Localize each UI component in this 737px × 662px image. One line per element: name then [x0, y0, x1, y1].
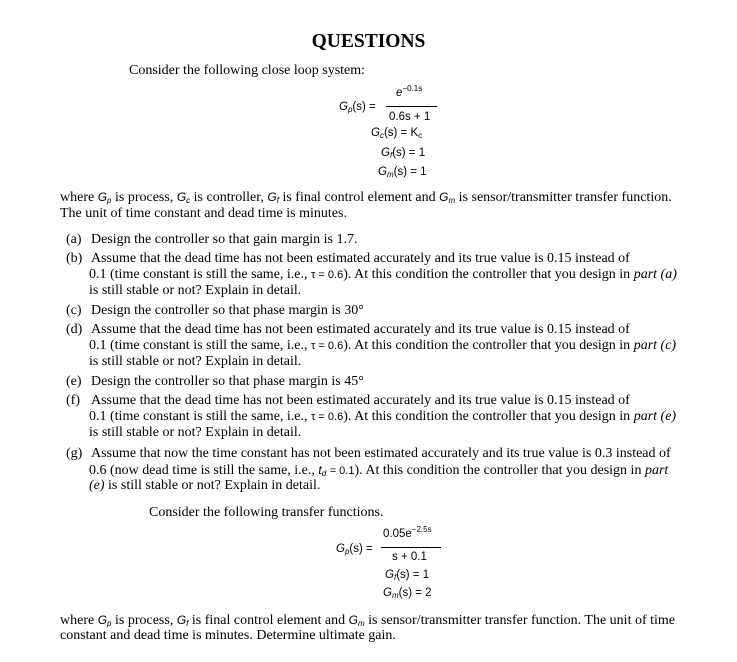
gm-equation: $G_m(s) = 1$: [378, 166, 427, 179]
part2-where-line1: where $G_p$ is process, $G_f$ is final control element and $G_m$ is sensor/transmitter transfer function. The unit of time: [60, 613, 676, 628]
part1-where-line2: The unit of time constant and dead time is minutes.: [60, 206, 347, 221]
part2-gm-equation: $G_m(s) = 2$: [383, 587, 432, 600]
question-label: (e): [66, 374, 82, 389]
part2-gp-numerator: $0.05e^{-2.5s}$: [383, 525, 432, 540]
question-text-line: Assume that the dead time has not been estimated accurately and its true value is 0.15 instead of: [91, 393, 630, 408]
gp-numerator: $e^{-0.1s}$: [396, 84, 423, 99]
part2-intro: Consider the following transfer functions.: [149, 505, 384, 520]
question-text-line: is still stable or not? Explain in detail.: [89, 425, 302, 440]
question-text-line: Assume that the dead time has not been estimated accurately and its true value is 0.15 instead of: [91, 322, 630, 337]
part2-where-line2: constant and dead time is minutes. Determine ultimate gain.: [60, 628, 396, 643]
question-text-line: Design the controller so that phase margin is 45°: [91, 374, 364, 389]
question-text-line: 0.1 (time constant is still the same, i.e., τ = 0.6). At this condition the controller that you design in part (a): [89, 267, 677, 282]
question-text-line: 0.1 (time constant is still the same, i.e., τ = 0.6). At this condition the controller that you design in part (c): [89, 338, 677, 353]
part2-gp-denominator: s + 0.1: [392, 551, 427, 563]
question-text-line: Assume that now the time constant has not been estimated accurately and its true value is 0.3 instead of: [91, 446, 671, 461]
question-text-line: Design the controller so that gain margin is 1.7.: [91, 232, 358, 247]
question-text-line: is still stable or not? Explain in detail.: [89, 354, 302, 369]
gp-equation-lhs: $G_p(s)$ =: [339, 101, 376, 114]
gc-equation: $G_c(s) = K_c$: [371, 127, 423, 140]
part2-gf-equation: $G_f(s) = 1$: [385, 569, 430, 582]
question-label: (d): [66, 322, 83, 337]
gf-equation: $G_f(s) = 1$: [381, 147, 426, 160]
gp-denominator: 0.6s + 1: [389, 111, 431, 123]
part2-gp-lhs: $G_p(s)$ =: [336, 543, 373, 556]
question-label: (f): [66, 393, 80, 408]
page-title: QUESTIONS: [311, 31, 426, 52]
question-text-line: Design the controller so that phase margin is 30°: [91, 303, 364, 318]
question-text-line: is still stable or not? Explain in detail.: [89, 283, 302, 298]
question-text-line: 0.1 (time constant is still the same, i.e., τ = 0.6). At this condition the controller that you design in part (e): [89, 409, 677, 424]
question-text-line: (e) is still stable or not? Explain in detail.: [89, 478, 321, 493]
part1-intro: Consider the following close loop system:: [129, 63, 366, 78]
question-label: (a): [66, 232, 82, 247]
question-label: (g): [66, 446, 83, 461]
question-text-line: Assume that the dead time has not been estimated accurately and its true value is 0.15 instead of: [91, 251, 630, 266]
part1-where-line1: where $G_p$ is process, $G_c$ is controller, $G_f$ is final control element and $G_m$ is sensor/transmitter transfer function.: [60, 190, 672, 205]
gp-fraction-bar: [386, 106, 437, 107]
question-label: (c): [66, 303, 82, 318]
question-label: (b): [66, 251, 83, 266]
part2-gp-fraction-bar: [381, 547, 441, 548]
question-text-line: 0.6 (now dead time is still the same, i.e., $t_d = 0.1$). At this condition the controller that you design in part: [89, 463, 669, 478]
